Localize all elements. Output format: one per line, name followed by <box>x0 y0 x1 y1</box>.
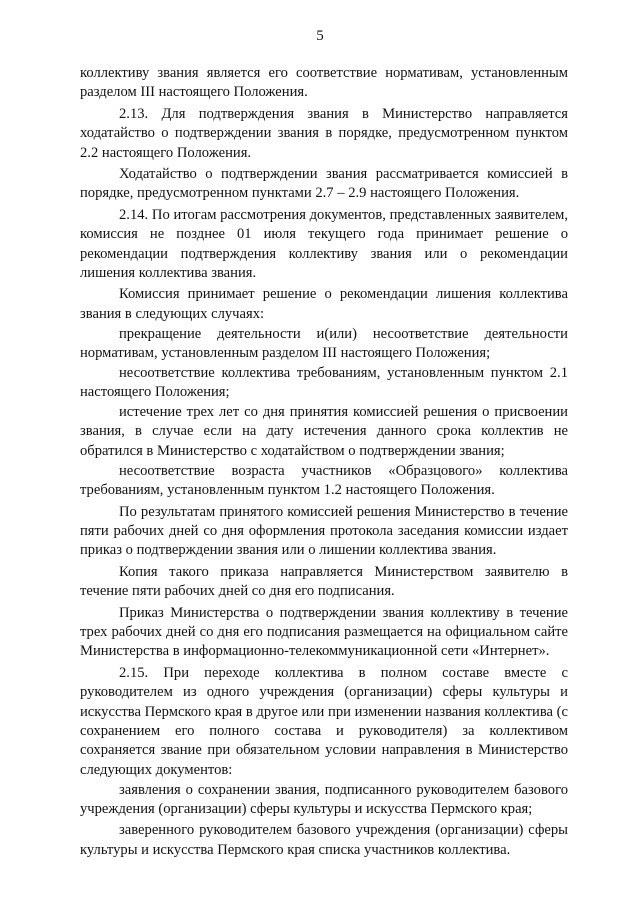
document-body <box>80 64 568 861</box>
list-item-three-years-expiry: истечение трех лет со дня принятия комиссией решения о присвоении звания, в случае если на дату истечения данного срока коллектив не обратился в Министерство с ходатайством о подтверждении звания; <box>80 404 568 459</box>
paragraph-2-15: 2.15. При переходе коллектива в полном составе вместе с руководителем из одного учреждения (организации) сферы культуры и искусства Пермского края в другое или при изменении названия коллектива (с сохранением его полного состава и руководителя) за коллективом сохраняется звание при обязательном условии направления в Министерство следующих документов: <box>80 664 568 778</box>
paragraph-order-copy: Копия такого приказа направляется Министерством заявителю в течение пяти рабочих дней со дня его подписания. <box>80 563 568 600</box>
list-item-termination: прекращение деятельности и(или) несоответствие деятельности нормативам, установленным разделом III настоящего Положения; <box>80 325 568 362</box>
paragraph-2-14: 2.14. По итогам рассмотрения документов, представленных заявителем, комиссия не позднее 01 июля текущего года принимает решение о рекомендации подтверждения коллективу звания или о рекомендации лишения коллектива звания. <box>80 206 568 282</box>
list-item-participants-list: заверенного руководителем базового учреждения (организации) сферы культуры и искусства Пермского края списка участников коллектива. <box>80 822 568 858</box>
page-number: 5 <box>316 28 324 44</box>
paragraph-2-13: 2.13. Для подтверждения звания в Министерство направляется ходатайство о подтверждении звания в порядке, предусмотренном пунктом 2.2 настоящего Положения. <box>80 105 568 161</box>
list-item-requirements-mismatch: несоответствие коллектива требованиям, установленным пунктом 2.1 настоящего Положения; <box>80 364 568 401</box>
paragraph-revocation-cases: Комиссия принимает решение о рекомендации лишения коллектива звания в следующих случаях: <box>80 286 568 322</box>
paragraph-continuation: коллективу звания является его соответствие нормативам, установленным разделом III настоящего Положения. <box>80 65 568 101</box>
paragraph-order-issue: По результатам принятого комиссией решения Министерство в течение пяти рабочих дней со дня оформления протокола заседания комиссии издает приказ о подтверждении звания или о лишении коллектива звания. <box>80 503 568 559</box>
list-item-application: заявления о сохранении звания, подписанного руководителем базового учреждения (организации) сферы культуры и искусства Пермского края; <box>80 781 568 817</box>
paragraph-order-publication: Приказ Министерства о подтверждении звания коллективу в течение трех рабочих дней со дня его подписания размещается на официальном сайте Министерства в информационно-телекоммуникационной сети «Интернет». <box>80 604 568 660</box>
paragraph-petition-review: Ходатайство о подтверждении звания рассматривается комиссией в порядке, предусмотренном пунктами 2.7 – 2.9 настоящего Положения. <box>80 166 568 202</box>
list-item-age-mismatch: несоответствие возраста участников «Образцового» коллектива требованиям, установленным пунктом 1.2 настоящего Положения. <box>80 462 568 499</box>
